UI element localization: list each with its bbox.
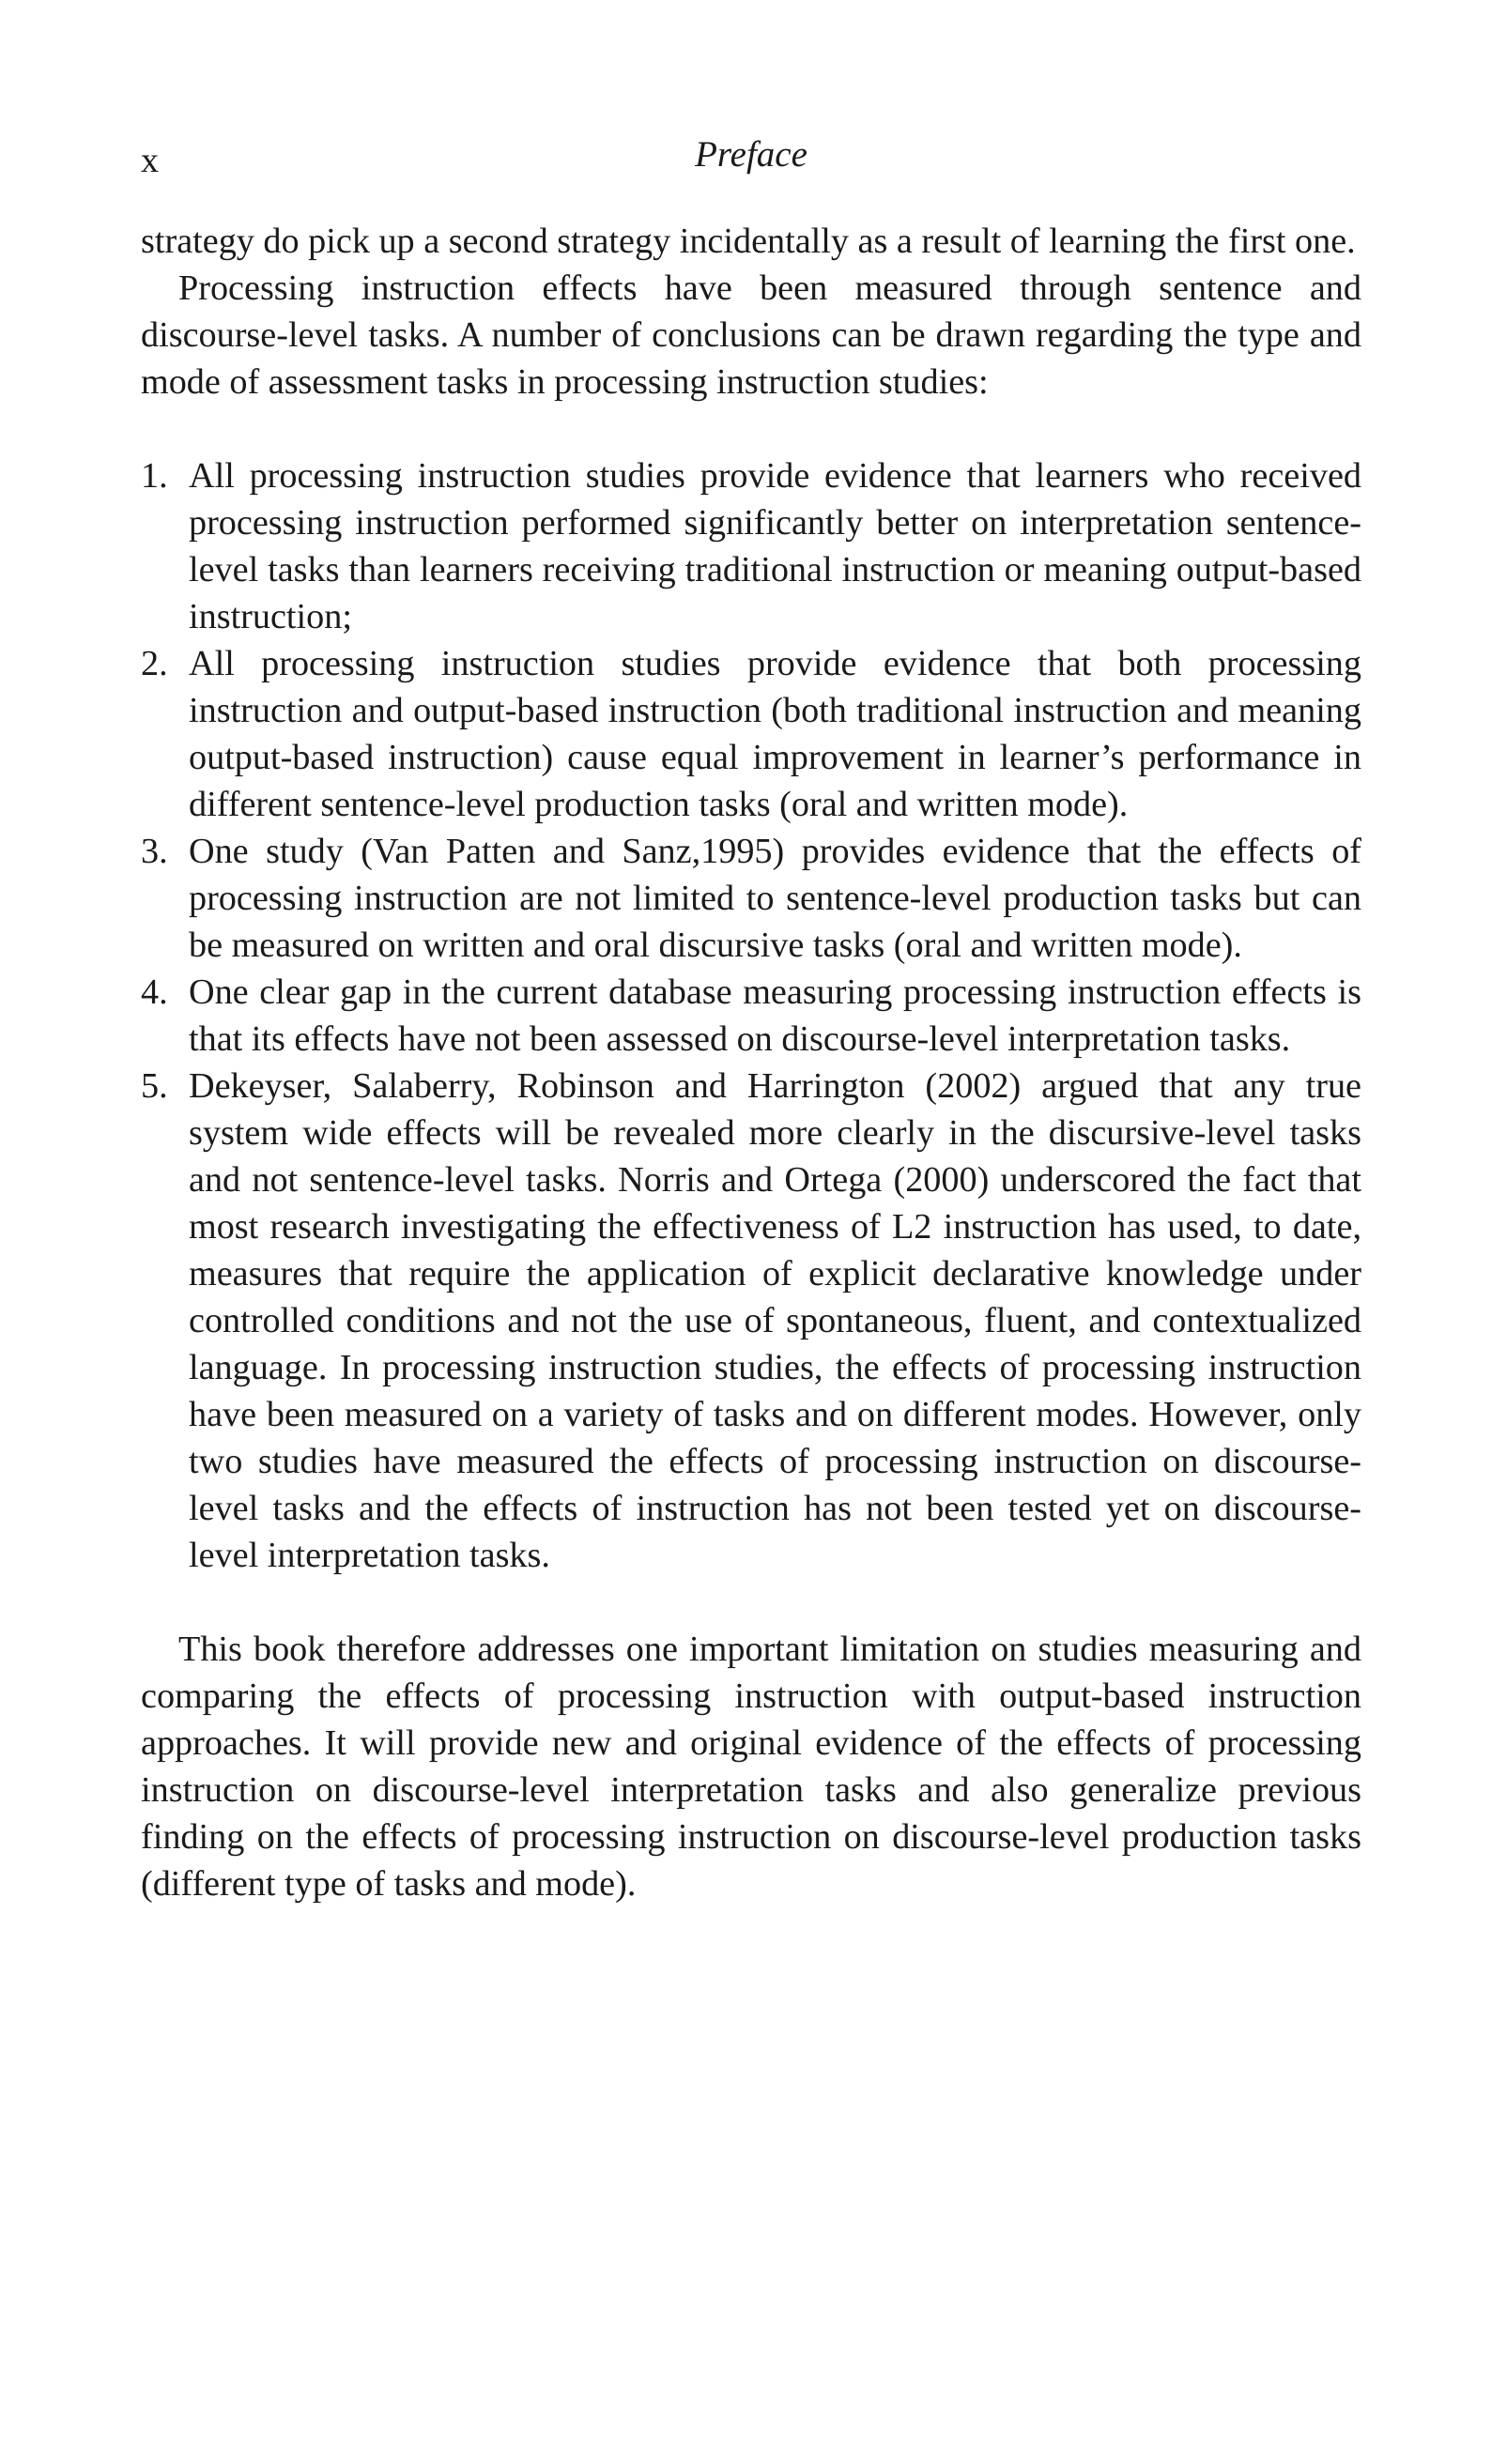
list-item-number: 5. <box>141 1066 168 1106</box>
running-title: Preface <box>695 134 807 175</box>
list-item <box>141 1063 1361 1579</box>
list-item-number: 4. <box>141 972 168 1012</box>
list-item <box>141 828 1361 969</box>
conclusions-list <box>141 452 1361 1579</box>
running-head <box>141 131 1361 188</box>
continued-paragraph: strategy do pick up a second strategy incidentally as a result of learning the first one. <box>141 222 1356 261</box>
list-item <box>141 640 1361 828</box>
page-number: x <box>141 141 159 180</box>
list-item <box>141 969 1361 1063</box>
list-item-text: All processing instruction studies provide evidence that both processing instruction and output-based instruction (both traditional instruction and meaning output-based instruction) cause equal improvement in learner’s performance in different sentence-level production tasks (oral and written mode). <box>189 644 1361 824</box>
list-item-text: Dekeyser, Salaberry, Robinson and Harrington (2002) argued that any true system wide effects will be revealed more clearly in the discursive-level tasks and not sentence-level tasks. Norris and Ortega (2000) underscored the fact that most research investigating the effectiveness of L2 instruction has used, to date, measures that require the application of explicit declarative knowledge under controlled conditions and not the use of spontaneous, fluent, and contextualized language. In processing instruction studies, the effects of processing instruction have been measured on a variety of tasks and on different modes. However, only two studies have measured the effects of processing instruction on discourse-level tasks and the effects of instruction has not been tested yet on discourse-level interpretation tasks. <box>189 1066 1361 1575</box>
assessment-paragraph: Processing instruction effects have been measured through sentence and discourse-level tasks. A number of conclusions can be drawn regarding the type and mode of assessment tasks in processing instruction studies: <box>141 268 1361 402</box>
closing-paragraph: This book therefore addresses one important limitation on studies measuring and comparing the effects of processing instruction with output-based instruction approaches. It will provide new and original evidence of the effects of processing instruction on discourse-level interpretation tasks and also generalize previous finding on the effects of processing instruction on discourse-level production tasks (different type of tasks and mode). <box>141 1630 1361 1904</box>
book-page <box>141 131 1361 1907</box>
list-item-number: 1. <box>141 456 168 496</box>
list-item-text: All processing instruction studies provide evidence that learners who received processing instruction performed significantly better on interpretation sentence-level tasks than learners receiving traditional instruction or meaning output-based instruction; <box>189 456 1361 636</box>
list-item-number: 3. <box>141 832 168 871</box>
list-item-text: One study (Van Patten and Sanz,1995) provides evidence that the effects of processing instruction are not limited to sentence-level production tasks but can be measured on written and oral discursive tasks (oral and written mode). <box>189 832 1361 965</box>
list-item-number: 2. <box>141 644 168 683</box>
list-item <box>141 452 1361 640</box>
list-item-text: One clear gap in the current database measuring processing instruction effects is that its effects have not been assessed on discourse-level interpretation tasks. <box>189 972 1361 1059</box>
